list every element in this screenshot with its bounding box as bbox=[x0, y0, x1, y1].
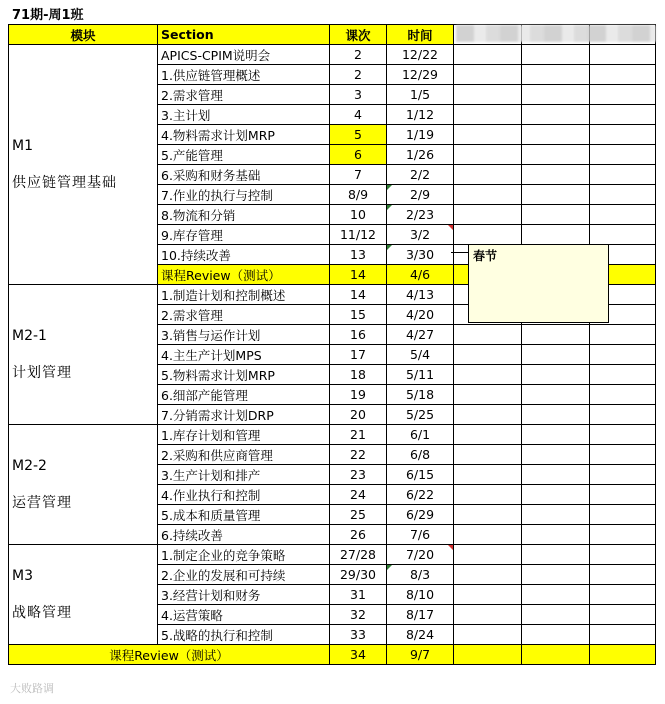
empty-cell[interactable] bbox=[454, 365, 522, 385]
empty-cell[interactable] bbox=[522, 545, 590, 565]
section-cell[interactable]: 课程Review（测试） bbox=[158, 265, 330, 285]
empty-cell[interactable] bbox=[454, 345, 522, 365]
empty-cell[interactable] bbox=[522, 385, 590, 405]
empty-cell[interactable] bbox=[590, 605, 656, 625]
comment-connector bbox=[451, 252, 469, 253]
date-cell[interactable]: 8/3 bbox=[387, 565, 454, 585]
empty-cell[interactable] bbox=[590, 385, 656, 405]
empty-cell[interactable] bbox=[522, 465, 590, 485]
empty-cell[interactable] bbox=[522, 505, 590, 525]
empty-cell[interactable] bbox=[590, 65, 656, 85]
empty-cell[interactable] bbox=[454, 625, 522, 645]
section-cell[interactable]: 4.主生产计划MPS bbox=[158, 345, 330, 365]
lesson-cell[interactable]: 4 bbox=[330, 105, 387, 125]
lesson-cell[interactable]: 26 bbox=[330, 525, 387, 545]
empty-cell[interactable] bbox=[522, 105, 590, 125]
date-cell[interactable]: 5/18 bbox=[387, 385, 454, 405]
section-cell[interactable]: 2.需求管理 bbox=[158, 305, 330, 325]
module-name: 供应链管理基础 bbox=[12, 174, 117, 191]
empty-cell[interactable] bbox=[590, 425, 656, 445]
lesson-cell[interactable]: 25 bbox=[330, 505, 387, 525]
module-name: 运营管理 bbox=[12, 494, 72, 511]
empty-cell[interactable] bbox=[590, 485, 656, 505]
empty-cell[interactable] bbox=[454, 445, 522, 465]
empty-cell[interactable] bbox=[454, 525, 522, 545]
empty-cell[interactable] bbox=[454, 425, 522, 445]
lesson-cell[interactable]: 15 bbox=[330, 305, 387, 325]
empty-cell[interactable] bbox=[522, 165, 590, 185]
empty-cell[interactable] bbox=[590, 565, 656, 585]
lesson-cell[interactable]: 29/30 bbox=[330, 565, 387, 585]
final-review-label[interactable]: 课程Review（测试） bbox=[9, 645, 330, 665]
empty-cell[interactable] bbox=[590, 345, 656, 365]
lesson-cell[interactable]: 8/9 bbox=[330, 185, 387, 205]
table-row bbox=[9, 45, 656, 65]
empty-cell[interactable] bbox=[590, 505, 656, 525]
date-cell[interactable]: 3/30 bbox=[387, 245, 454, 265]
empty-cell[interactable] bbox=[522, 365, 590, 385]
empty-cell[interactable] bbox=[454, 565, 522, 585]
empty-cell[interactable] bbox=[590, 405, 656, 425]
section-cell[interactable]: 7.分销需求计划DRP bbox=[158, 405, 330, 425]
empty-cell[interactable] bbox=[522, 625, 590, 645]
empty-cell[interactable] bbox=[590, 445, 656, 465]
date-cell[interactable]: 8/10 bbox=[387, 585, 454, 605]
empty-cell[interactable] bbox=[454, 485, 522, 505]
lesson-cell[interactable]: 19 bbox=[330, 385, 387, 405]
date-cell[interactable]: 9/7 bbox=[387, 645, 454, 665]
empty-cell[interactable] bbox=[522, 85, 590, 105]
section-cell[interactable]: 5.成本和质量管理 bbox=[158, 505, 330, 525]
module-name: 计划管理 bbox=[12, 364, 72, 381]
lesson-cell[interactable]: 16 bbox=[330, 325, 387, 345]
lesson-cell[interactable]: 5 bbox=[330, 125, 387, 145]
empty-cell[interactable] bbox=[454, 605, 522, 625]
empty-cell[interactable] bbox=[590, 145, 656, 165]
table-row bbox=[9, 425, 656, 445]
section-cell[interactable]: 4.物料需求计划MRP bbox=[158, 125, 330, 145]
watermark-text: 大败路调 bbox=[10, 682, 54, 695]
schedule-table bbox=[8, 24, 656, 665]
empty-cell[interactable] bbox=[522, 205, 590, 225]
empty-cell[interactable] bbox=[590, 325, 656, 345]
module-code: M2-1 bbox=[12, 327, 47, 344]
empty-cell[interactable] bbox=[522, 325, 590, 345]
module-name: 战略管理 bbox=[12, 604, 72, 621]
empty-cell[interactable] bbox=[454, 225, 522, 245]
date-cell[interactable]: 4/13 bbox=[387, 285, 454, 305]
empty-cell[interactable] bbox=[454, 205, 522, 225]
date-cell[interactable]: 6/1 bbox=[387, 425, 454, 445]
module-cell[interactable] bbox=[9, 425, 158, 545]
empty-cell[interactable] bbox=[522, 225, 590, 245]
section-cell[interactable]: 6.细部产能管理 bbox=[158, 385, 330, 405]
empty-cell[interactable] bbox=[454, 45, 522, 65]
empty-cell[interactable] bbox=[454, 385, 522, 405]
redacted-header-area bbox=[456, 25, 656, 42]
date-cell[interactable]: 12/22 bbox=[387, 45, 454, 65]
section-cell[interactable]: 3.经营计划和财务 bbox=[158, 585, 330, 605]
section-cell[interactable]: 5.物料需求计划MRP bbox=[158, 365, 330, 385]
section-cell[interactable]: 6.持续改善 bbox=[158, 525, 330, 545]
empty-cell[interactable] bbox=[590, 185, 656, 205]
lesson-cell[interactable]: 14 bbox=[330, 285, 387, 305]
module-code: M2-2 bbox=[12, 457, 47, 474]
lesson-cell[interactable]: 14 bbox=[330, 265, 387, 285]
empty-cell[interactable] bbox=[522, 525, 590, 545]
section-cell[interactable]: 4.运营策略 bbox=[158, 605, 330, 625]
date-cell[interactable]: 8/24 bbox=[387, 625, 454, 645]
lesson-cell[interactable]: 13 bbox=[330, 245, 387, 265]
empty-cell[interactable] bbox=[454, 645, 522, 665]
empty-cell[interactable] bbox=[454, 465, 522, 485]
empty-cell[interactable] bbox=[522, 185, 590, 205]
empty-cell[interactable] bbox=[590, 45, 656, 65]
module-cell[interactable] bbox=[9, 545, 158, 645]
date-cell[interactable]: 1/26 bbox=[387, 145, 454, 165]
date-cell[interactable]: 1/19 bbox=[387, 125, 454, 145]
lesson-cell[interactable]: 2 bbox=[330, 45, 387, 65]
empty-cell[interactable] bbox=[522, 485, 590, 505]
module-cell[interactable] bbox=[9, 45, 158, 285]
empty-cell[interactable] bbox=[590, 205, 656, 225]
section-cell[interactable]: 1.库存计划和管理 bbox=[158, 425, 330, 445]
empty-cell[interactable] bbox=[454, 505, 522, 525]
empty-cell[interactable] bbox=[454, 405, 522, 425]
lesson-cell[interactable]: 24 bbox=[330, 485, 387, 505]
empty-cell[interactable] bbox=[522, 605, 590, 625]
section-cell[interactable]: 3.主计划 bbox=[158, 105, 330, 125]
lesson-cell[interactable]: 32 bbox=[330, 605, 387, 625]
empty-cell[interactable] bbox=[590, 365, 656, 385]
lesson-cell[interactable]: 21 bbox=[330, 425, 387, 445]
empty-cell[interactable] bbox=[522, 425, 590, 445]
empty-cell[interactable] bbox=[590, 625, 656, 645]
empty-cell[interactable] bbox=[590, 645, 656, 665]
empty-cell[interactable] bbox=[590, 165, 656, 185]
empty-cell[interactable] bbox=[590, 225, 656, 245]
date-cell[interactable]: 5/25 bbox=[387, 405, 454, 425]
date-cell[interactable]: 7/20 bbox=[387, 545, 454, 565]
empty-cell[interactable] bbox=[590, 125, 656, 145]
empty-cell[interactable] bbox=[590, 105, 656, 125]
module-cell[interactable] bbox=[9, 285, 158, 425]
lesson-cell[interactable]: 2 bbox=[330, 65, 387, 85]
date-cell[interactable]: 5/4 bbox=[387, 345, 454, 365]
date-cell[interactable]: 2/9 bbox=[387, 185, 454, 205]
sheet-title: 71期-周1班 bbox=[12, 8, 84, 23]
empty-cell[interactable] bbox=[454, 105, 522, 125]
lesson-cell[interactable]: 33 bbox=[330, 625, 387, 645]
date-cell[interactable]: 8/17 bbox=[387, 605, 454, 625]
date-cell[interactable]: 6/8 bbox=[387, 445, 454, 465]
empty-cell[interactable] bbox=[590, 465, 656, 485]
empty-cell[interactable] bbox=[454, 85, 522, 105]
date-cell[interactable]: 4/6 bbox=[387, 265, 454, 285]
section-cell[interactable]: 1.制定企业的竞争策略 bbox=[158, 545, 330, 565]
lesson-cell[interactable]: 31 bbox=[330, 585, 387, 605]
lesson-cell[interactable]: 11/12 bbox=[330, 225, 387, 245]
table-row bbox=[9, 545, 656, 565]
empty-cell[interactable] bbox=[522, 445, 590, 465]
empty-cell[interactable] bbox=[454, 65, 522, 85]
header-lesson[interactable]: 课次 bbox=[330, 25, 387, 45]
date-cell[interactable]: 4/20 bbox=[387, 305, 454, 325]
lesson-cell[interactable]: 20 bbox=[330, 405, 387, 425]
empty-cell[interactable] bbox=[590, 585, 656, 605]
header-section[interactable]: Section bbox=[158, 25, 330, 45]
empty-cell[interactable] bbox=[454, 145, 522, 165]
empty-cell[interactable] bbox=[590, 545, 656, 565]
empty-cell[interactable] bbox=[522, 645, 590, 665]
empty-cell[interactable] bbox=[522, 145, 590, 165]
date-cell[interactable]: 6/29 bbox=[387, 505, 454, 525]
section-cell[interactable]: 6.采购和财务基础 bbox=[158, 165, 330, 185]
lesson-cell[interactable]: 22 bbox=[330, 445, 387, 465]
section-cell[interactable]: 3.生产计划和排产 bbox=[158, 465, 330, 485]
date-cell[interactable]: 5/11 bbox=[387, 365, 454, 385]
empty-cell[interactable] bbox=[522, 405, 590, 425]
module-code: M3 bbox=[12, 567, 33, 584]
empty-cell[interactable] bbox=[454, 325, 522, 345]
date-cell[interactable]: 7/6 bbox=[387, 525, 454, 545]
section-cell[interactable]: 5.产能管理 bbox=[158, 145, 330, 165]
empty-cell[interactable] bbox=[590, 85, 656, 105]
lesson-cell[interactable]: 34 bbox=[330, 645, 387, 665]
lesson-cell[interactable]: 3 bbox=[330, 85, 387, 105]
date-cell[interactable]: 1/5 bbox=[387, 85, 454, 105]
section-cell[interactable]: 8.物流和分销 bbox=[158, 205, 330, 225]
lesson-cell[interactable]: 18 bbox=[330, 365, 387, 385]
section-cell[interactable]: 10.持续改善 bbox=[158, 245, 330, 265]
date-cell[interactable]: 4/27 bbox=[387, 325, 454, 345]
empty-cell[interactable] bbox=[590, 525, 656, 545]
date-cell[interactable]: 6/22 bbox=[387, 485, 454, 505]
section-cell[interactable]: 7.作业的执行与控制 bbox=[158, 185, 330, 205]
empty-cell[interactable] bbox=[454, 125, 522, 145]
lesson-cell[interactable]: 7 bbox=[330, 165, 387, 185]
empty-cell[interactable] bbox=[522, 45, 590, 65]
date-cell[interactable]: 3/2 bbox=[387, 225, 454, 245]
lesson-cell[interactable]: 27/28 bbox=[330, 545, 387, 565]
lesson-cell[interactable]: 17 bbox=[330, 345, 387, 365]
header-date[interactable]: 时间 bbox=[387, 25, 454, 45]
section-cell[interactable]: APICS-CPIM说明会 bbox=[158, 45, 330, 65]
empty-cell[interactable] bbox=[454, 545, 522, 565]
empty-cell[interactable] bbox=[522, 345, 590, 365]
empty-cell[interactable] bbox=[454, 185, 522, 205]
section-cell[interactable]: 1.供应链管理概述 bbox=[158, 65, 330, 85]
empty-cell[interactable] bbox=[522, 125, 590, 145]
empty-cell[interactable] bbox=[522, 585, 590, 605]
date-cell[interactable]: 2/2 bbox=[387, 165, 454, 185]
date-cell[interactable]: 2/23 bbox=[387, 205, 454, 225]
empty-cell[interactable] bbox=[522, 65, 590, 85]
section-cell[interactable]: 9.库存管理 bbox=[158, 225, 330, 245]
empty-cell[interactable] bbox=[522, 565, 590, 585]
empty-cell[interactable] bbox=[454, 165, 522, 185]
section-cell[interactable]: 5.战略的执行和控制 bbox=[158, 625, 330, 645]
final-review-row bbox=[9, 645, 656, 665]
section-cell[interactable]: 1.制造计划和控制概述 bbox=[158, 285, 330, 305]
date-cell[interactable]: 12/29 bbox=[387, 65, 454, 85]
section-cell[interactable]: 2.企业的发展和可持续 bbox=[158, 565, 330, 585]
empty-cell[interactable] bbox=[454, 585, 522, 605]
section-cell[interactable]: 3.销售与运作计划 bbox=[158, 325, 330, 345]
cell-comment-box[interactable]: 春节 bbox=[468, 244, 609, 323]
date-cell[interactable]: 1/12 bbox=[387, 105, 454, 125]
lesson-cell[interactable]: 6 bbox=[330, 145, 387, 165]
section-cell[interactable]: 2.采购和供应商管理 bbox=[158, 445, 330, 465]
module-code: M1 bbox=[12, 137, 33, 154]
section-cell[interactable]: 2.需求管理 bbox=[158, 85, 330, 105]
lesson-cell[interactable]: 23 bbox=[330, 465, 387, 485]
date-cell[interactable]: 6/15 bbox=[387, 465, 454, 485]
section-cell[interactable]: 4.作业执行和控制 bbox=[158, 485, 330, 505]
header-module[interactable]: 模块 bbox=[9, 25, 158, 45]
lesson-cell[interactable]: 10 bbox=[330, 205, 387, 225]
